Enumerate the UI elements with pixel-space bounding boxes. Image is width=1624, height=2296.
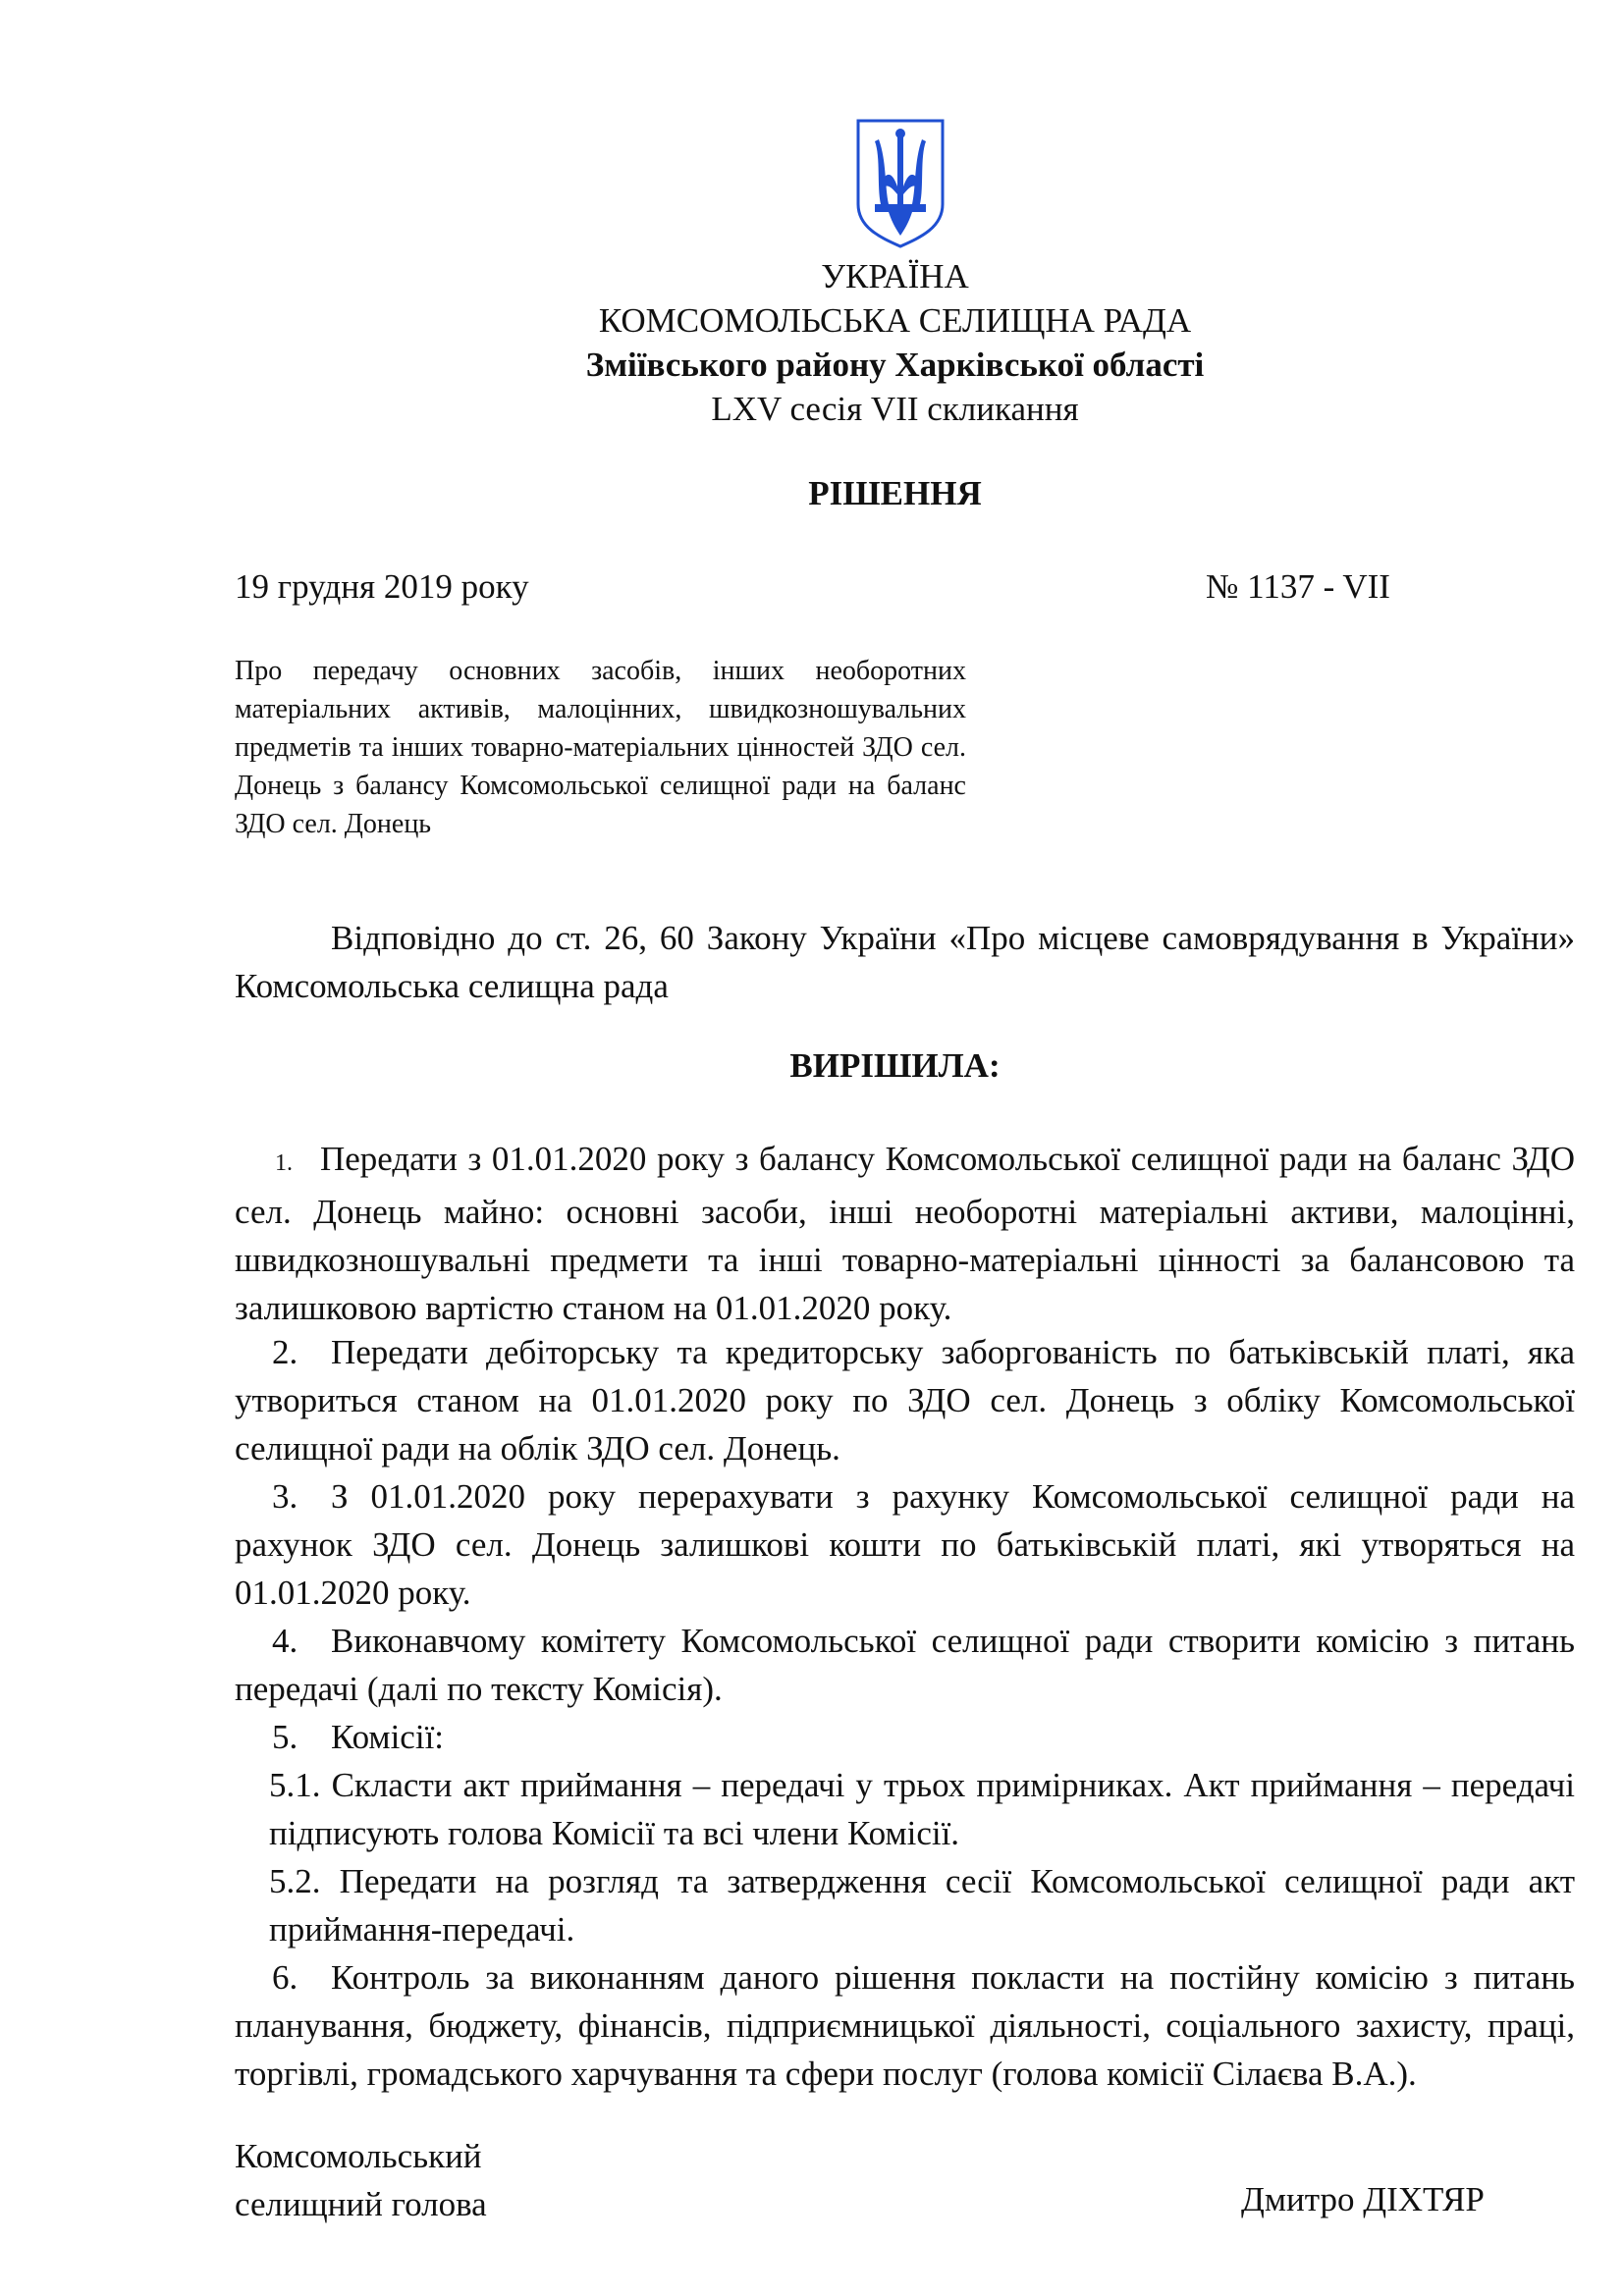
document-preamble xyxy=(235,914,1575,1010)
decision-item-5 xyxy=(235,1713,1575,1761)
decision-item-6 xyxy=(235,1953,1575,2098)
signature-position-line2: селищний голова xyxy=(235,2185,487,2223)
item-number: 4. xyxy=(272,1622,298,1660)
item-text: Контроль за виконанням даного рішення покласти на постійну комісію з питань планування, бюджету, фінансів, підприємницької діяльності, соціального захисту, праці, торгівлі, громадського харчування та сфери послуг (голова комісії Сілаєва В.А.). xyxy=(235,1958,1575,2093)
document-subject: Про передачу основних засобів, інших необоротних матеріальних активів, малоцінних, швидкозношувальних предметів та інших товарно-матеріальних цінностей ЗДО сел. Донець з балансу Комсомольської селищної ради на баланс ЗДО сел. Донець xyxy=(235,656,966,839)
item-number: 3. xyxy=(272,1477,298,1516)
decision-item-1 xyxy=(235,1135,1575,1332)
item-text: Скласти акт приймання – передачі у трьох примірниках. Акт приймання – передачі підписують голова Комісії та всі члени Комісії. xyxy=(269,1766,1576,1852)
coat-of-arms-emblem xyxy=(855,118,946,249)
item-number: 1. xyxy=(275,1150,293,1176)
decision-item-5-2 xyxy=(269,1857,1575,1953)
item-text: Передати дебіторську та кредиторську заборгованість по батьківській платі, яка утвориться станом на 01.01.2020 року по ЗДО сел. Донець з обліку Комсомольської селищної ради на облік ЗДО сел. Донець. xyxy=(235,1333,1575,1468)
decision-item-5-1 xyxy=(269,1761,1575,1857)
item-number: 5.1. xyxy=(269,1766,321,1804)
item-text: Комісії: xyxy=(331,1718,445,1756)
item-number: 6. xyxy=(272,1958,298,1997)
document-number: № 1137 - VII xyxy=(1206,567,1390,606)
decision-item-3 xyxy=(235,1472,1575,1617)
header-session: LXV сесія VII скликання xyxy=(711,390,1079,428)
preamble-text: Відповідно до ст. 26, 60 Закону України «Про місцеве самоврядування в України» Комсомольська селищна рада xyxy=(235,919,1575,1005)
document-date: 19 грудня 2019 року xyxy=(235,567,529,606)
item-number: 5.2. xyxy=(269,1862,321,1900)
item-text: З 01.01.2020 року перерахувати з рахунку Комсомольської селищної ради на рахунок ЗДО сел. Донець залишкові кошти по батьківській платі, які утворяться на 01.01.2020 року. xyxy=(235,1477,1575,1612)
header-country: УКРАЇНА xyxy=(821,257,969,295)
item-number: 2. xyxy=(272,1333,298,1371)
header-council: КОМСОМОЛЬСЬКА СЕЛИЩНА РАДА xyxy=(598,301,1192,340)
signature-name: Дмитро ДІХТЯР xyxy=(1241,2180,1485,2218)
decided-heading: ВИРІШИЛА: xyxy=(789,1046,1001,1085)
signature-position-line1: Комсомольський xyxy=(235,2137,482,2175)
header-district: Зміївського району Харківської області xyxy=(585,346,1205,384)
signature-position xyxy=(235,2132,487,2228)
decision-item-2 xyxy=(235,1328,1575,1472)
item-text: Передати на розгляд та затвердження сесії Комсомольської селищної ради акт приймання-передачі. xyxy=(269,1862,1575,1949)
document-title: РІШЕННЯ xyxy=(808,474,982,512)
decision-item-4 xyxy=(235,1617,1575,1713)
item-text: Передати з 01.01.2020 року з балансу Комсомольської селищної ради на баланс ЗДО сел. Донець майно: основні засоби, інші необоротні матеріальні активи, малоцінні, швидкозношувальні предмети та інші товарно-матеріальні цінності за балансовою та залишковою вартістю станом на 01.01.2020 року. xyxy=(235,1140,1575,1327)
item-number: 5. xyxy=(272,1718,298,1756)
item-text: Виконавчому комітету Комсомольської селищної ради створити комісію з питань передачі (далі по тексту Комісія). xyxy=(235,1622,1575,1708)
